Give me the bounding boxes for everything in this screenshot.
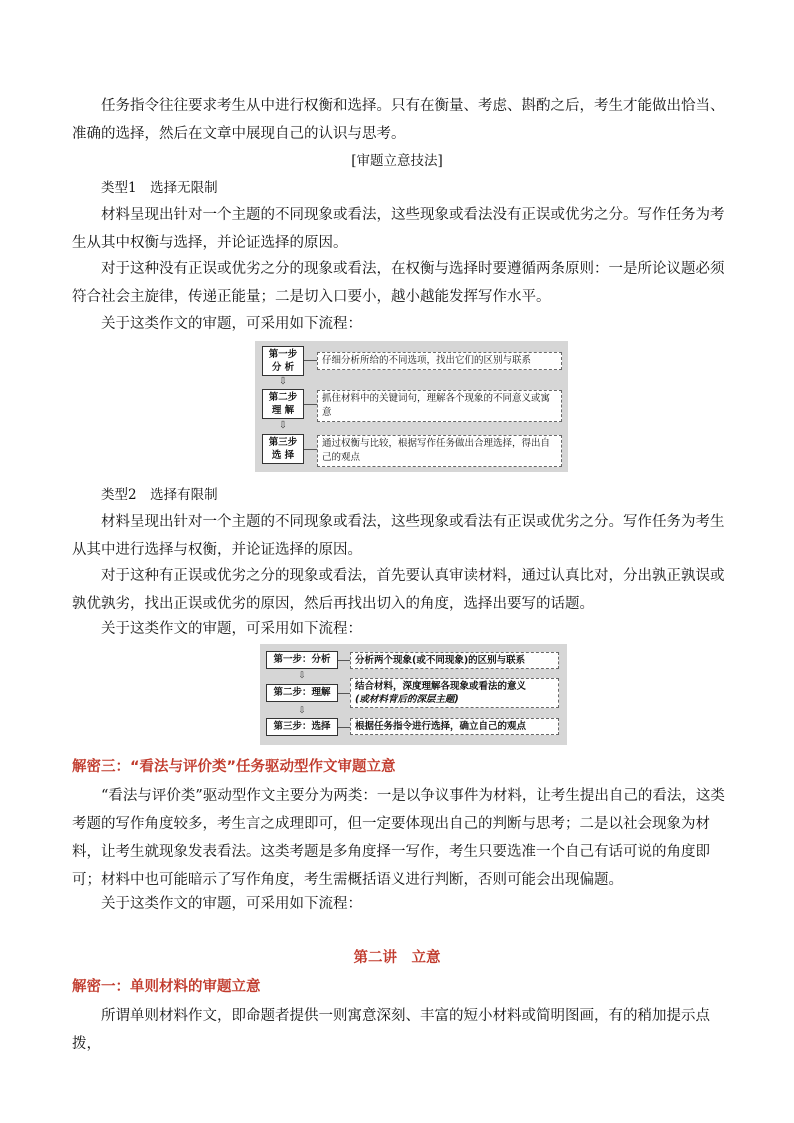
flow1-step-3-action: 选 择: [271, 450, 295, 461]
flow1-step-2-desc: 抓住材料中的关键词句，理解各个现象的不同意义或寓意: [317, 390, 562, 422]
flow2-connector-2: [338, 693, 350, 694]
type1-label: 类型1 选择无限制: [101, 180, 218, 196]
heading-decode-three: 解密三：“看法与评价类”任务驱动型作文审题立意: [72, 759, 396, 775]
flow2-step-1-text: 分析两个现象(或不同现象)的区别与联系: [355, 655, 526, 666]
flow2-step-3-text: 根据任务指令进行选择，确立自己的观点: [355, 721, 527, 732]
flow1-connector-2: [304, 404, 317, 405]
paragraph-single-material: 所谓单则材料作文，即命题者提供一则寓意深刻、丰富的短小材料或简明图画，有的稍加提示点拨，: [72, 1008, 710, 1052]
flow1-step-1: [262, 346, 304, 376]
flow1-step-1-title: 第一步: [268, 349, 298, 360]
paragraph-opinion-types: “看法与评价类”驱动型作文主要分为两类：一是以争议事件为材料，让考生提出自己的看法，这类考题的写作角度较多，考生言之成理即可，但一定要体现出自己的判断与思考；二是以社会现象为材料，让考生就现象发表看法。这类考题是多角度择一写作，考生只要选准一个自己有话可说的角度即可；材料中也可能暗示了写作角度，考生需概括语义进行判断，否则可能会出现偏题。: [72, 788, 725, 888]
down-arrow-icon: ⇩: [298, 671, 306, 681]
flow1-step-2-title: 第二步: [268, 392, 298, 403]
paragraph-type2-flow-intro: 关于这类作文的审题，可采用如下流程：: [101, 621, 362, 637]
heading-single-material: 解密一：单则材料的审题立意: [72, 979, 261, 995]
flow1-step-3: [262, 434, 304, 464]
lecture-title: 第二讲 立意: [353, 950, 441, 966]
flow-diagram-type1: [255, 341, 568, 472]
flow1-step-3-desc: 通过权衡与比较，根据写作任务做出合理选择，得出自己的观点: [317, 435, 562, 467]
flow2-step-3-desc: [350, 718, 559, 735]
flow2-connector-3: [338, 727, 350, 728]
flow1-step-2-action: 理 解: [271, 405, 295, 416]
flow1-step-1-desc: 仔细分析所给的不同选项，找出它们的区别与联系: [317, 352, 562, 370]
paragraph-type1-flow-intro: 关于这类作文的审题，可采用如下流程：: [101, 316, 362, 332]
flow2-step-2-desc: [350, 678, 559, 708]
flow2-step-1-desc: [350, 652, 559, 669]
flow2-step-2-subtext: (或材料背后的深层主题): [355, 694, 459, 705]
down-arrow-icon: ⇩: [278, 376, 288, 387]
flow1-step-2: [262, 389, 304, 419]
flow1-step-1-action: 分 析: [271, 362, 295, 373]
paragraph-opinion-flow-intro: 关于这类作文的审题，可采用如下流程：: [101, 896, 362, 912]
down-arrow-icon: ⇩: [278, 420, 288, 431]
flow2-connector-1: [338, 660, 350, 661]
down-arrow-icon: ⇩: [298, 706, 306, 716]
flow1-connector-3: [304, 449, 317, 450]
flow2-step-1: 第一步：分析: [266, 651, 338, 669]
type2-label: 类型2 选择有限制: [101, 487, 218, 503]
paragraph-type1-principles: 对于这种没有正误或优劣之分的现象或看法，在权衡与选择时要遵循两条原则：一是所论议题必须符合社会主旋律，传递正能量；二是切入口要小，越小越能发挥写作水平。: [72, 261, 725, 305]
flow2-step-3: 第三步：选择: [266, 718, 338, 736]
flow1-connector-1: [304, 360, 317, 361]
flow2-step-2-text: 结合材料，深度理解各现象或看法的意义: [355, 681, 527, 692]
flow-diagram-type2: [260, 644, 567, 745]
flow2-step-2: 第二步：理解: [266, 684, 338, 702]
paragraph-type1-desc: 材料呈现出针对一个主题的不同现象或看法，这些现象或看法没有正误或优劣之分。写作任务为考生从其中权衡与选择，并论证选择的原因。: [72, 207, 725, 251]
paragraph-intro: 任务指令往往要求考生从中进行权衡和选择。只有在衡量、考虑、斟酌之后，考生才能做出恰当、准确的选择，然后在文章中展现自己的认识与思考。: [72, 98, 725, 142]
paragraph-type2-principles: 对于这种有正误或优劣之分的现象或看法，首先要认真审读材料，通过认真比对，分出孰正孰误或孰优孰劣，找出正误或优劣的原因，然后再找出切入的角度，选择出要写的话题。: [72, 568, 725, 612]
flow1-step-3-title: 第三步: [268, 437, 298, 448]
paragraph-type2-desc: 材料呈现出针对一个主题的不同现象或看法，这些现象或看法有正误或优劣之分。写作任务为考生从其中进行选择与权衡，并论证选择的原因。: [72, 514, 725, 558]
section-title: [审题立意技法]: [351, 153, 443, 169]
